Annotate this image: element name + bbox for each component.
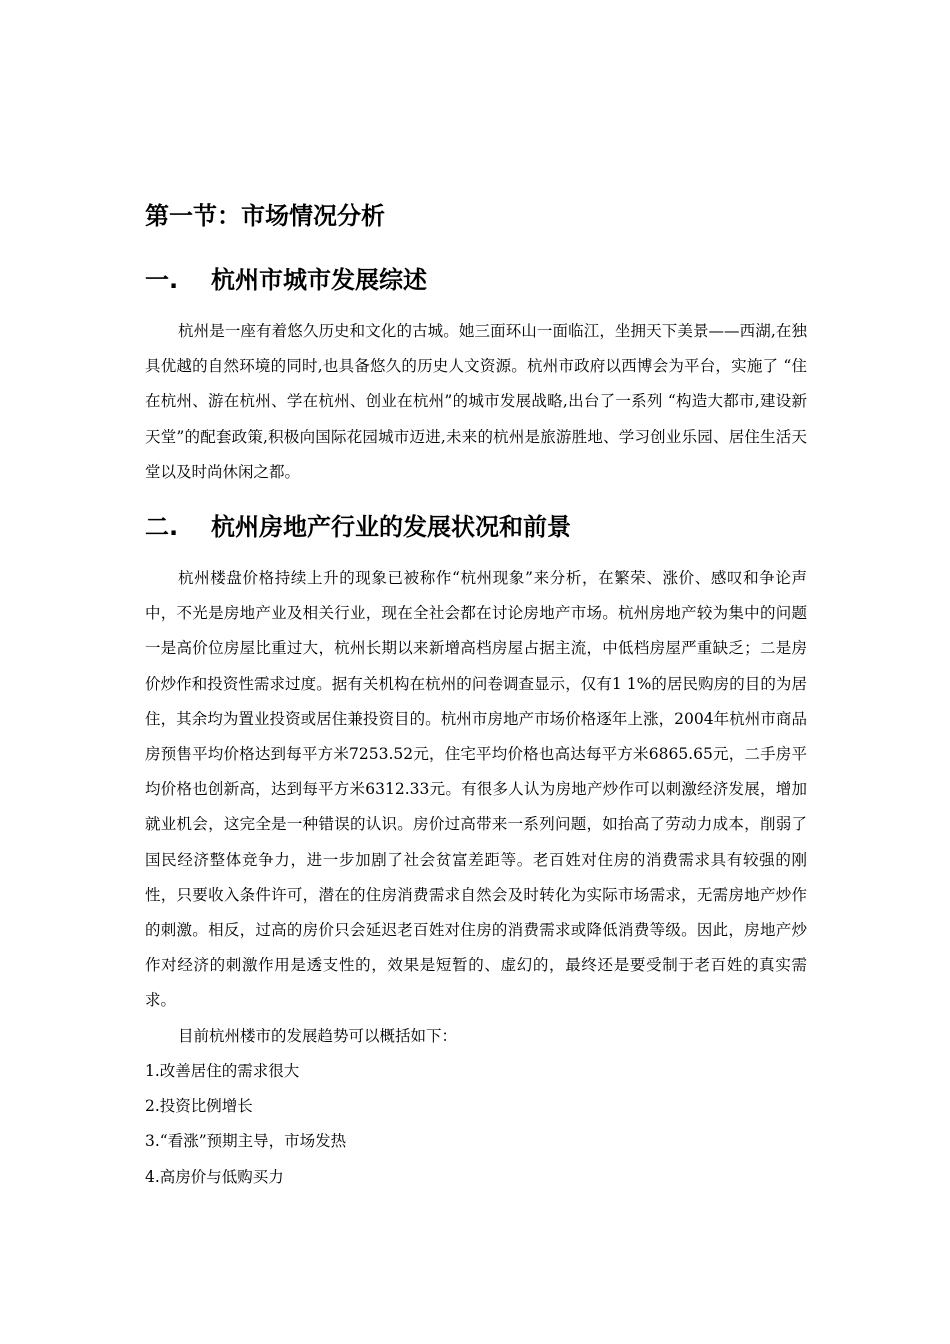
heading-number: 二. [145,513,179,541]
heading-number: 一. [145,266,179,294]
paragraph-real-estate-analysis: 杭州楼盘价格持续上升的现象已被称作“杭州现象”来分析，在繁荣、涨价、感叹和争论声中，不光是房地产业及相关行业，现在全社会都在讨论房地产市场。杭州房地产较为集中的问题一是高价位房屋比重过大，杭州长期以来新增高档房屋占据主流，中低档房屋严重缺乏；二是房价炒作和投资性需求过度。据有关机构在杭州的问卷调查显示，仅有1 1%的居民购房的目的为居住，其余均为置业投资或居住兼投资目的。杭州市房地产市场价格逐年上涨，2004年杭州市商品房预售平均价格达到每平方米7253.52元，住宅平均价格也高达每平方米6865.65元，二手房平均价格也创新高，达到每平方米6312.33元。有很多人认为房地产炒作可以刺激经济发展，增加就业机会，这完全是一种错误的认识。房价过高带来一系列问题，如抬高了劳动力成本，削弱了国民经济整体竞争力，进一步加剧了社会贫富差距等。老百姓对住房的消费需求具有较强的刚性，只要收入条件许可，潜在的住房消费需求自然会及时转化为实际市场需求，无需房地产炒作的刺激。相反，过高的房价只会延迟老百姓对住房的消费需求或降低消费等级。因此，房地产炒作对经济的刺激作用是透支性的，效果是短暂的、虚幻的，最终还是要受制于老百姓的真实需求。 [145,569,807,1010]
list-item: 3.“看涨”预期主导，市场发热 [145,1132,347,1151]
heading-real-estate [145,507,571,547]
section-title: 第一节：市场情况分析 [145,202,385,230]
heading-text: 杭州房地产行业的发展状况和前景 [211,513,571,541]
heading-city-development [145,260,427,300]
list-item: 4.高房价与低购买力 [145,1167,284,1186]
paragraph-trend-intro: 目前杭州楼市的发展趋势可以概括如下： [178,1027,458,1045]
heading-text: 杭州市城市发展综述 [211,266,427,294]
trend-list [145,1054,346,1195]
list-item: 1.改善居住的需求很大 [145,1062,300,1080]
paragraph-city-overview: 杭州是一座有着悠久历史和文化的古城。她三面环山一面临江，坐拥天下美景——西湖,在独具优越的自然环境的同时,也具备悠久的历史人文资源。杭州市政府以西博会为平台，实施了 “住在杭州、游在杭州、学在杭州、创业在杭州”的城市发展战略,出台了一系列 “构造大都市,建设新天堂”的配套政策,积极向国际花园城市迈进,未来的杭州是旅游胜地、学习创业乐园、居住生活天堂以及时尚休闲之都。 [145,322,807,481]
list-item: 2.投资比例增长 [145,1097,253,1116]
